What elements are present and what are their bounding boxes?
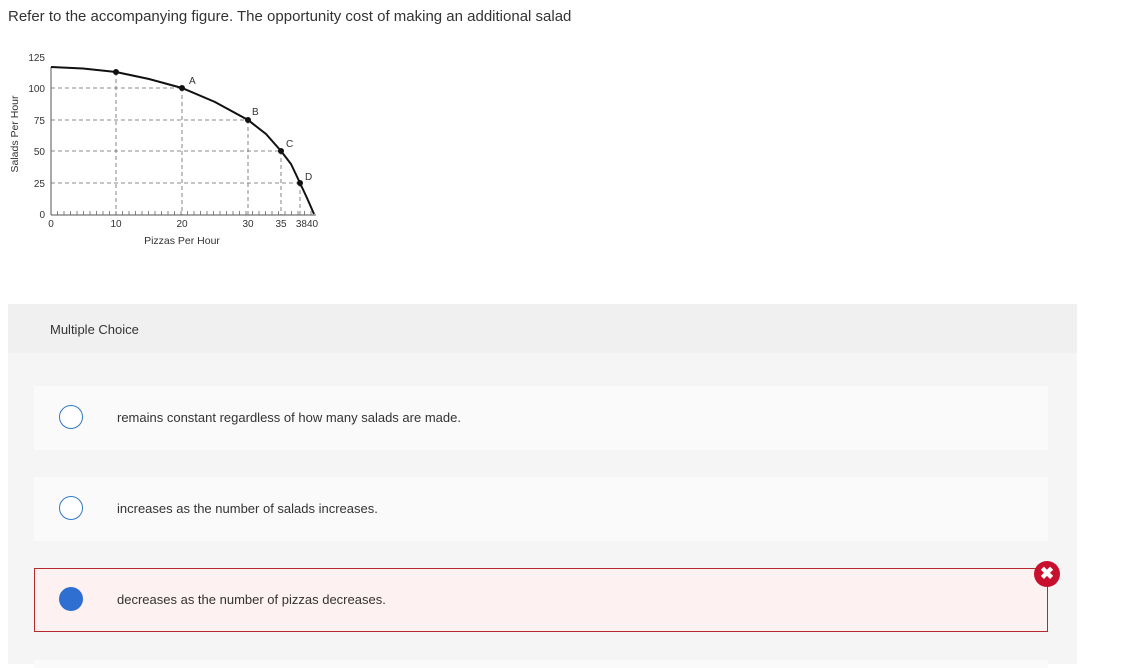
y-tick-label: 75	[33, 116, 45, 127]
multiple-choice-panel	[8, 304, 1077, 664]
choice-option-3[interactable]	[34, 568, 1048, 632]
point-b-label: B	[252, 107, 259, 118]
x-tick-label: 20	[176, 219, 188, 230]
x-tick-label: 30	[242, 219, 254, 230]
radio-button[interactable]	[59, 405, 83, 429]
point-b-marker	[245, 117, 251, 123]
y-tick-label: 0	[39, 210, 45, 221]
point-c-label: C	[286, 139, 294, 150]
y-tick-label: 25	[33, 179, 45, 190]
x-tick-label: 0	[48, 219, 54, 230]
choice-option-2[interactable]	[34, 477, 1048, 541]
choice-option-4[interactable]	[34, 660, 1048, 668]
point-c-marker	[278, 148, 284, 154]
point-a-marker	[179, 85, 185, 91]
choice-label: increases as the number of salads increases.	[117, 501, 378, 516]
y-tick-label: 125	[28, 53, 45, 64]
choice-label: decreases as the number of pizzas decreases.	[117, 592, 386, 607]
radio-button-selected[interactable]	[59, 587, 83, 611]
radio-button[interactable]	[59, 496, 83, 520]
close-icon: ✖	[1034, 561, 1060, 587]
y-tick-label: 50	[33, 147, 45, 158]
choice-option-1[interactable]	[34, 386, 1048, 450]
x-minor-ticks	[58, 211, 312, 215]
x-tick-label: 10	[110, 219, 122, 230]
point-d-label: D	[305, 172, 313, 183]
x-tick-label: 35	[275, 219, 287, 230]
y-axis-title: Salads Per Hour	[9, 95, 21, 173]
ppf-figure	[0, 44, 340, 259]
curve-point	[113, 69, 119, 75]
question-text: Refer to the accompanying figure. The opportunity cost of making an additional salad	[8, 8, 572, 25]
choice-label: remains constant regardless of how many salads are made.	[117, 410, 461, 425]
y-tick-label: 100	[28, 84, 45, 95]
x-axis-title: Pizzas Per Hour	[144, 235, 220, 247]
x-tick-label: 3840	[295, 219, 319, 230]
multiple-choice-header	[8, 304, 1077, 353]
point-d-marker	[297, 180, 303, 186]
point-a-label: A	[189, 76, 196, 87]
multiple-choice-title: Multiple Choice	[50, 322, 139, 337]
guide-lines	[51, 72, 300, 215]
